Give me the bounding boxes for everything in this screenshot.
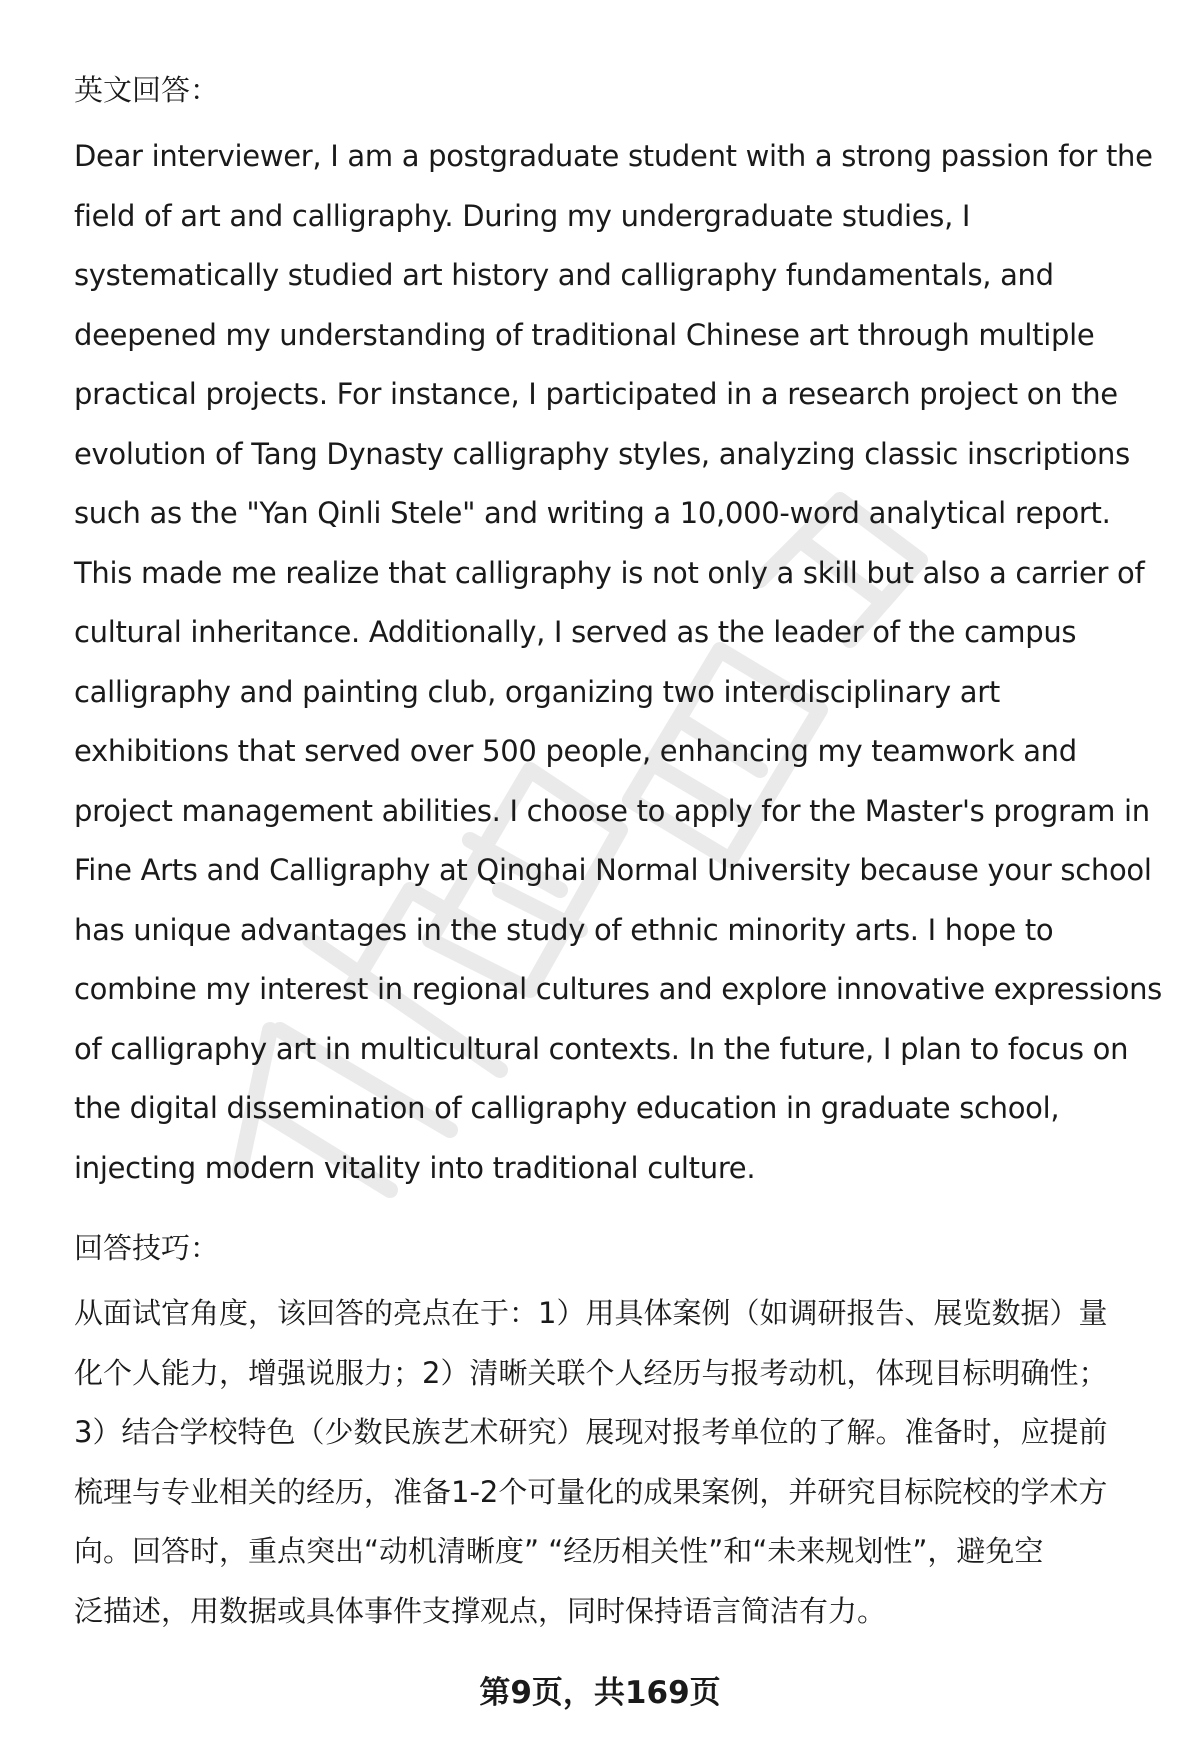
english-answer-line: combine my interest in regional cultures and explore innovative expressions (74, 972, 1162, 1006)
answer-tips-line: 从面试官角度，该回答的亮点在于：1）用具体案例（如调研报告、展览数据）量 (74, 1296, 1108, 1330)
answer-tips-body (74, 1284, 1154, 1641)
english-answer-body (74, 127, 1162, 1198)
answer-tips-line: 化个人能力，增强说服力；2）清晰关联个人经历与报考动机，体现目标明确性； (74, 1355, 1108, 1390)
page-number-footer: 第9页，共169页 (479, 1675, 721, 1711)
english-answer-line: exhibitions that served over 500 people, enhancing my teamwork and (74, 734, 1077, 768)
english-answer-heading: 英文回答： (74, 73, 220, 107)
answer-tips-line: 梳理与专业相关的经历，准备1-2个可量化的成果案例，并研究目标院校的学术方 (74, 1474, 1108, 1509)
english-answer-line: field of art and calligraphy. During my undergraduate studies, I (74, 198, 971, 233)
english-answer-line: systematically studied art history and calligraphy fundamentals, and (74, 258, 1054, 292)
english-answer-line: calligraphy and painting club, organizing two interdisciplinary art (74, 674, 1000, 709)
english-answer-line: deepened my understanding of traditional Chinese art through multiple (74, 317, 1095, 352)
english-answer-line: project management abilities. I choose to apply for the Master's program in (74, 793, 1150, 828)
english-answer-line: of calligraphy art in multicultural contexts. In the future, I plan to focus on (74, 1031, 1129, 1066)
answer-tips-line: 3）结合学校特色（少数民族艺术研究）展现对报考单位的了解。准备时，应提前 (74, 1415, 1108, 1449)
answer-tips-line: 向。回答时，重点突出“动机清晰度” “经历相关性”和“未来规划性”，避免空 (74, 1534, 1044, 1568)
english-answer-line: This made me realize that calligraphy is not only a skill but also a carrier of (74, 555, 1145, 590)
english-answer-line: practical projects. For instance, I participated in a research project on the (74, 377, 1118, 411)
english-answer-line: injecting modern vitality into traditional culture. (74, 1150, 756, 1185)
english-answer-line: the digital dissemination of calligraphy education in graduate school, (74, 1091, 1060, 1125)
answer-tips-line: 泛描述，用数据或具体事件支撑观点，同时保持语言简洁有力。 (74, 1593, 887, 1628)
english-answer-line: such as the "Yan Qinli Stele" and writing a 10,000-word analytical report. (74, 496, 1111, 530)
english-answer-line: Fine Arts and Calligraphy at Qinghai Normal University because your school (74, 853, 1152, 887)
answer-tips-heading: 回答技巧： (74, 1231, 220, 1265)
english-answer-line: has unique advantages in the study of ethnic minority arts. I hope to (74, 912, 1054, 947)
english-answer-line: evolution of Tang Dynasty calligraphy styles, analyzing classic inscriptions (74, 436, 1130, 471)
english-answer-line: cultural inheritance. Additionally, I served as the leader of the campus (74, 615, 1077, 649)
english-answer-line: Dear interviewer, I am a postgraduate student with a strong passion for the (74, 139, 1153, 173)
